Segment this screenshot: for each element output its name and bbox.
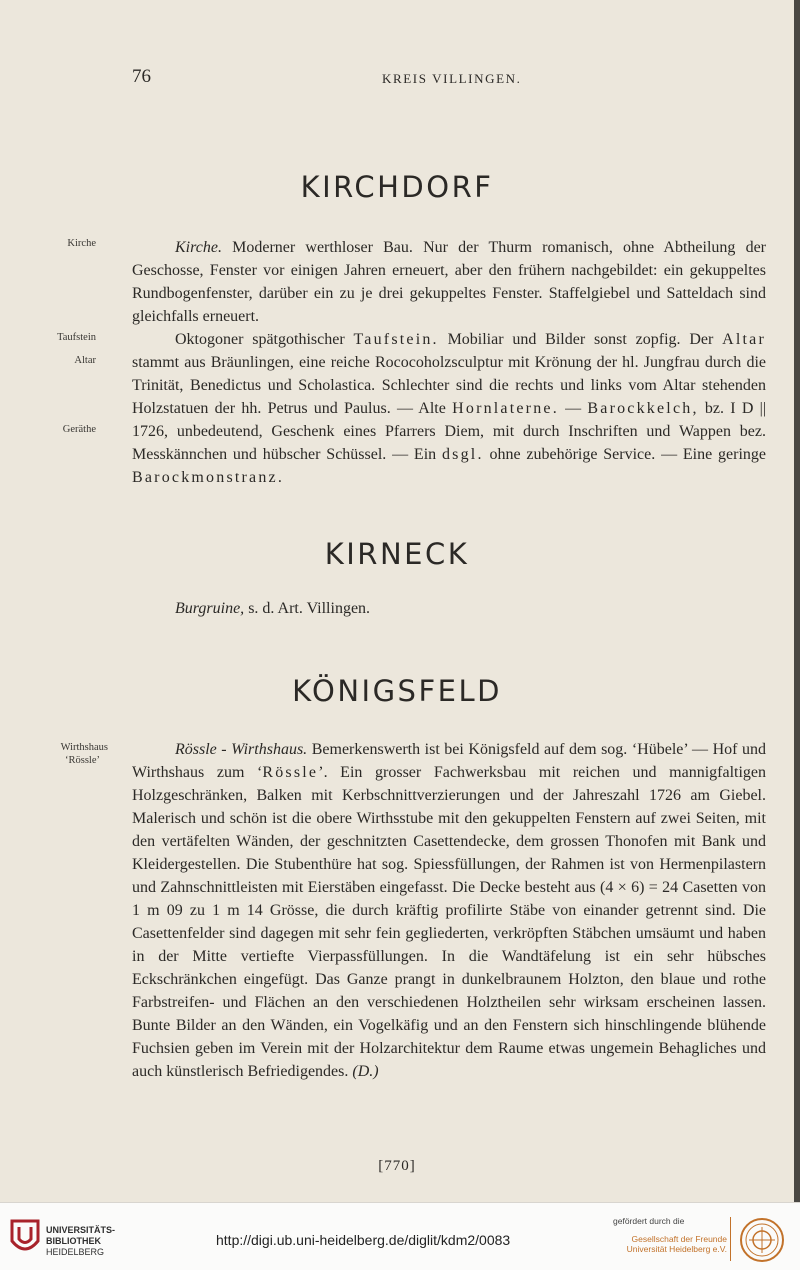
spaced-term: Taufstein. bbox=[353, 331, 439, 348]
paragraph-kirche: Kirche. Moderner werthloser Bau. Nur der Thurm romanisch, ohne Abtheilung der Geschosse, Fenster vor einigen Jahren erneuert, aber den frühern nachgebildet: ein gekuppeltes Rundbogenfenster, darüber ein zu je drei gekuppeltes Fenster. Staffelgiebel und Satteldach sind gleichfalls erneuert. bbox=[132, 239, 766, 325]
sponsor-label: gefördert durch die bbox=[613, 1216, 685, 1226]
section-title-kirchdorf: KIRCHDORF bbox=[300, 170, 494, 204]
margin-note-wirthshaus: Wirthshaus bbox=[60, 742, 108, 753]
page-header bbox=[0, 66, 794, 90]
paragraph-ausstattung: Oktogoner spätgothischer Taufstein. Mobiliar und Bilder sonst zopfig. Der Altar stammt aus Bräunlingen, eine reiche Rococoholzsculptur mit Krönung der hl. Jungfrau durch die Trinität, Benedictus und Scholastica. Schlechter sind die rechts und links vom Altar stehenden Holzstatuen der hh. Petrus und Paulus. — Alte Hornlaterne. — Barockkelch, bz. I D || 1726, unbedeutend, Geschenk eines Pfarrers Diem, mit durch Inschriften und Wappen bez. Messkännchen und hübscher Schüssel. — Ein dsgl. ohne zubehörige Service. — Eine geringe Barockmonstranz. bbox=[132, 331, 767, 486]
paragraph-burgruine: Burgruine, s. d. Art. Villingen. bbox=[175, 600, 371, 617]
margin-note-geraethe: Geräthe bbox=[62, 424, 96, 435]
kirchdorf-body bbox=[132, 236, 766, 489]
margin-note-kirche: Kirche bbox=[67, 238, 96, 249]
running-title: KREIS VILLINGEN. bbox=[382, 71, 522, 86]
margin-note-roessle: ‘Rössle’ bbox=[65, 755, 100, 766]
spaced-term: Altar bbox=[722, 331, 766, 348]
page-number: 76 bbox=[132, 66, 151, 87]
lead-term: Rössle - Wirthshaus. bbox=[175, 741, 308, 758]
library-name: UNIVERSITÄTS- BIBLIOTHEK HEIDELBERG bbox=[46, 1225, 116, 1257]
university-library-logo-icon bbox=[10, 1219, 40, 1257]
folio-number: [770] bbox=[378, 1158, 416, 1174]
spaced-term: Hornlaterne. bbox=[452, 400, 559, 417]
spaced-term: Barockmonstranz. bbox=[132, 469, 285, 486]
author-signature: (D.) bbox=[348, 1063, 379, 1080]
paragraph-roessle: Rössle - Wirthshaus. Bemerkenswerth ist bei Königsfeld auf dem sog. ‘Hübele’ — Hof und Wirthshaus zum ‘Rössle’. Ein grosser Fachwerksbau mit reichen und mannigfaltigen Holzgeschränken, Balken mit Kerbschnittverzierungen und der Jahreszahl 1726 am Giebel. Malerisch und schön ist die obere Wirthsstube mit den gekuppelten Fenstern auf zwei Seiten, mit den vertäfelten Wänden, der geschnitzten Casettendecke, dem grossen Thonofen mit Bank und Kleidergestellen. Die Stubenthüre hat sog. Spiessfüllungen, der Rahmen ist von Hermenpilastern und Zahnschnittleisten mit Eierstäben eingefasst. Die Decke besteht aus (4 × 6) = 24 Casetten von 1 m 09 zu 1 m 14 Grösse, die durch kräftig profilirte Stäbe von einander getrennt sind. Die Casettenfelder sind dagegen mit sehr fein gegliederten, verkröpften Stäbchen umsäumt und haben in der Mitte vertiefte Vierpassfüllungen. In die Wandtäfelung ist ein sehr hübsches Eckschränkchen eingefügt. Das Ganze prangt in dunkelbraunem Holzton, den blaue und rothe Farbstreifen- und Flächen an den verschiedenen Holztheilen sehr wirksam erscheinen lassen. Bunte Bilder an den Wänden, ein Vogelkäfig und an den Fenstern sich hinschlingende blühende Fuchsien geben im Verein mit der Holzarchitektur dem Raume etwas ungemein Behagliches und auch künstlerisch Befriedigendes. (D.) bbox=[132, 741, 767, 1080]
spaced-term: Rössle bbox=[262, 764, 319, 781]
spaced-term: Barockkelch, bbox=[587, 400, 699, 417]
kirneck-body bbox=[132, 597, 766, 620]
lead-term: Burgruine, bbox=[175, 600, 245, 617]
section-title-koenigsfeld: KÖNIGSFELD bbox=[292, 674, 502, 708]
permalink-url[interactable]: http://digi.ub.uni-heidelberg.de/diglit/kdm2/0083 bbox=[216, 1232, 511, 1248]
society-name: Gesellschaft der Freunde Universität Heidelberg e.V. bbox=[626, 1234, 727, 1254]
university-seal-icon bbox=[739, 1217, 785, 1263]
spaced-term: dsgl. bbox=[441, 446, 484, 463]
viewer-footer bbox=[0, 1202, 800, 1270]
footer-divider bbox=[730, 1217, 731, 1261]
margin-note-altar: Altar bbox=[74, 355, 96, 366]
margin-note-taufstein: Taufstein bbox=[57, 332, 96, 343]
koenigsfeld-body bbox=[132, 738, 766, 1083]
lead-term: Kirche. bbox=[175, 239, 222, 256]
section-title-kirneck: KIRNECK bbox=[324, 537, 470, 571]
